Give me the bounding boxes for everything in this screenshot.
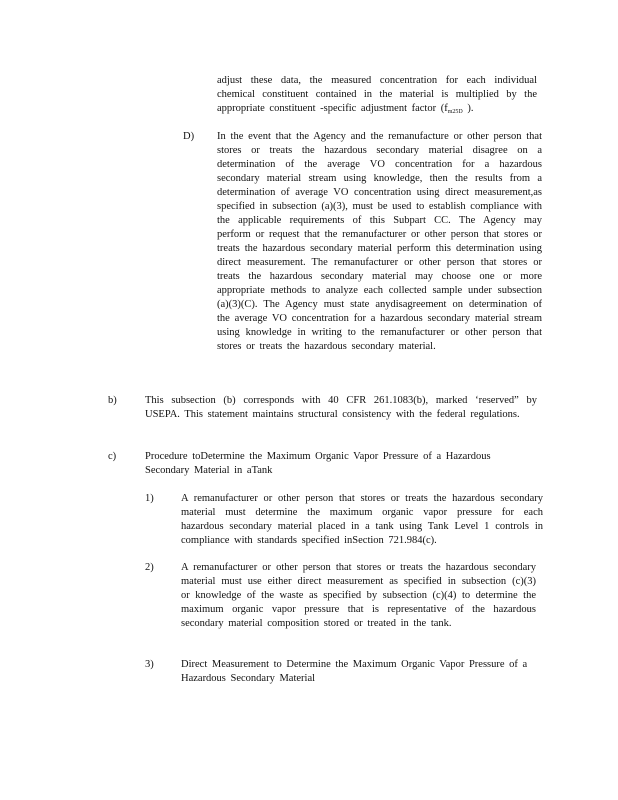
item-1-text: A remanufacturer or other person that stores or treats the hazardous secondary material must determine the maximum organic vapor pressure for each hazardous secondary material placed in a tank using Tank Level 1 controls in compliance with standards specified inSection 721.984(c). [181,493,543,546]
continuation-paragraph [217,74,537,116]
continuation-text-end: ). [462,103,474,114]
continuation-text: adjust these data, the measured concentration for each individual chemical constituent contained in the material is multiplied by the appropriate constituent -specific adjustment factor (f [217,75,537,114]
item-2-label: 2) [145,562,154,573]
adjustment-factor-subscript: m25D [447,109,463,115]
item-3-text: Direct Measurement to Determine the Maximum Organic Vapor Pressure of a Hazardous Secondary Material [181,659,528,684]
item-c-label: c) [108,451,117,462]
item-D-text: In the event that the Agency and the remanufacture or other person that stores or treats the hazardous secondary material disagree on a determination of the average VO concentration for a hazardous secondary material stream using knowledge, then the results from a determination of average VO concentration using direct measurement,as specified in subsection (a)(3), must be used to establish compliance with the applicable requirements of this Subpart CC. The Agency may perform or request that the remanufacturer or other person that stores or treats the hazardous secondary material perform this determination using direct measurement. The remanufacturer or other person that stores or treats the hazardous secondary material may choose one or more appropriate methods to analyze each collected sample under subsection (a)(3)(C). The Agency must state anydisagreement on determination of the average VO concentration for a hazardous secondary material stream using knowledge in writing to the remanufacturer or other person that stores or treats the hazardous secondary material. [217,131,542,352]
item-D-label: D) [183,131,195,142]
item-c-title: Procedure toDetermine the Maximum Organic Vapor Pressure of a Hazardous Secondary Material in aTank [145,451,491,476]
item-1-label: 1) [145,493,154,504]
item-b-label: b) [108,395,117,406]
item-3-label: 3) [145,659,154,670]
item-2-text: A remanufacturer or other person that stores or treats the hazardous secondary material must use either direct measurement as specified in subsection (c)(3) or knowledge of the waste as specified by subsection (c)(4) to determine the maximum organic vapor pressure that is representative of the hazardous secondary material composition stored or treated in the tank. [181,562,536,629]
item-b-text: This subsection (b) corresponds with 40 CFR 261.1083(b), marked ‘reserved” by USEPA. This statement maintains structural consistency with the federal regulations. [145,395,537,420]
